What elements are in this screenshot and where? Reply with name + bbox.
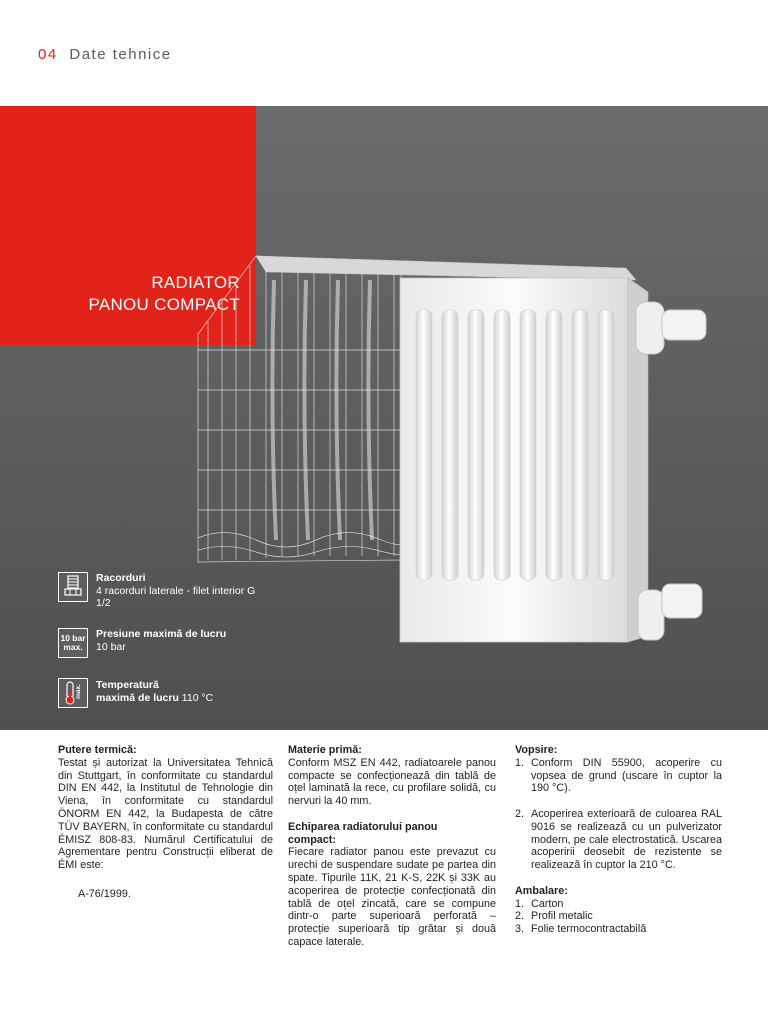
section-number: 04 [38,46,58,63]
spec-pressure-value: 10 bar [96,640,126,653]
pressure-icon-text-2: max. [63,642,83,652]
list-item: 2. Profil metalic [515,910,593,923]
equipment-heading-line-2: compact: [288,833,336,846]
list-item: 1. Carton [515,897,564,910]
thermal-power-heading: Putere termică: [58,744,137,756]
pressure-icon-text-1: 10 bar [60,633,86,643]
spec-connections-text [96,572,271,610]
equipment-heading-line-1: Echiparea radiatorului panou [288,820,438,833]
connections-icon [58,572,88,602]
spec-temperature-value: 110 °C [181,691,214,704]
spec-connections-label: Racorduri [96,572,146,584]
packaging-list [515,898,722,936]
spec-pressure-label: Presiune maximă de lucru [96,628,227,640]
spec-temperature-label-line-1: Temperatură [96,679,159,691]
section-title: Date tehnice [69,46,172,63]
page-header [38,46,172,63]
list-item: 2. Acoperirea exterioară de culoarea RAL 9016 se realizează cu un pulverizator modern, pe cale electrostatică. Uscarea acoperirii deosebit de rezistente se realizează în cuptor la 210 °C. [515,807,722,872]
product-title-line-2: PANOU COMPACT [88,295,240,314]
thermal-power-body: Testat și autorizat la Universitatea Tehnică din Stuttgart, în conformitate cu standardul DIN EN 442, la Institutul de Tehnologie din Viena, în conformitate cu standardul ÖNORM EN 442, la Budapesta de către TÜV BAYERN, în conformitate cu standardul ÉMISZ 808-83. Numărul Certificatului de Agrementare pentru Construcții eliberat de ÉMI este: [58,756,273,872]
list-item: 3. Folie termocontractabilă [515,923,647,936]
material-body: Conform MSZ EN 442, radiatoarele panou compacte se confecționează din tablă de oțel laminată la rece, cu profilare solidă, cu nervuri la 40 mm. [288,756,496,808]
equipment-body: Fiecare radiator panou este prevazut cu urechi de suspendare sudate pe partea din spate. Tipurile 11K, 21 K-S, 22K și 33K au acoperirea de protecție confecționată din tablă de oțel zincată, care se compune dintr-o parte superioară perforată – protecție superioară tip grătar și două capace laterale. [288,846,496,948]
painting-heading: Vopsire: [515,744,558,756]
spec-pressure-text [96,628,271,653]
packaging-heading: Ambalare: [515,884,568,897]
painting-list [515,757,722,872]
thermometer-icon [58,678,88,708]
spec-temperature-text [96,679,271,704]
certificate-number: A-76/1999. [78,887,131,900]
list-item: 1. Conform DIN 55900, acoperire cu vopsea de grund (uscare în cuptor la 190 °C). [515,756,722,795]
spec-connections-value: 4 racorduri laterale - filet interior G 1/2 [96,584,256,609]
column-material [288,744,496,949]
spec-temperature-label-line-2: maximă de lucru [96,691,179,704]
column-thermal-power [58,744,273,901]
product-title-line-1: RADIATOR [151,273,240,292]
column-painting-packaging [515,744,722,936]
thermometer-icon-text: max. [75,684,83,699]
material-heading: Materie primă: [288,744,362,756]
pressure-icon [58,628,88,658]
